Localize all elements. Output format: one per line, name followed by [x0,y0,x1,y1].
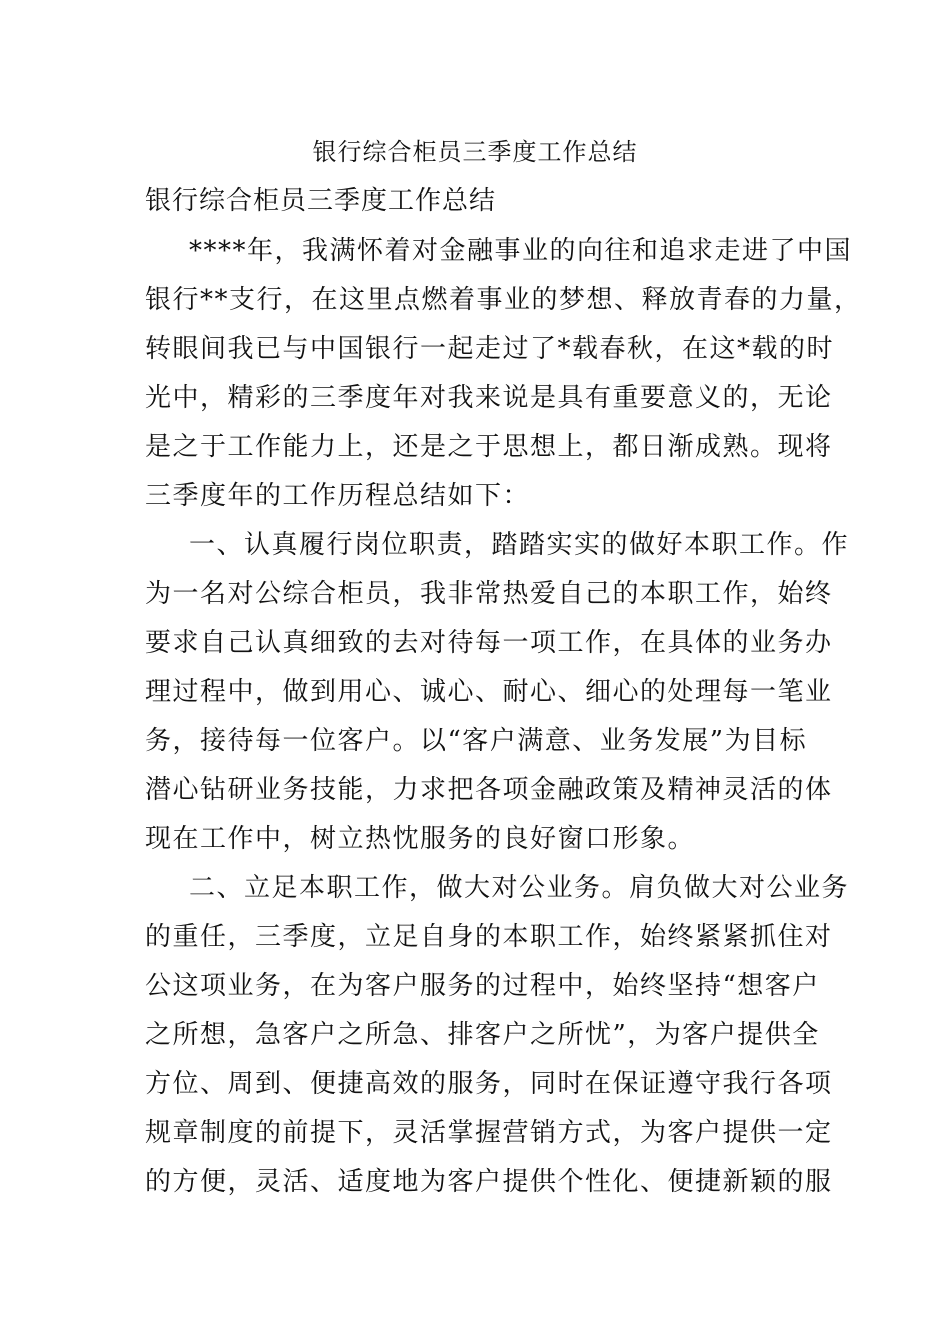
text-line: 是之于工作能力上，还是之于思想上，都日渐成熟。现将 [145,432,833,462]
document-title: 银行综合柜员三季度工作总结 [312,138,638,166]
text-line: 银行**支行，在这里点燃着事业的梦想、释放青春的力量， [145,285,862,315]
text-line: 潜心钻研业务技能，力求把各项金融政策及精神灵活的体 [145,775,833,805]
text-line: 规章制度的前提下，灵活掌握营销方式，为客户提供一定 [145,1118,833,1148]
text-line: 要求自己认真细致的去对待每一项工作，在具体的业务办 [145,628,833,658]
text-line: 理过程中，做到用心、诚心、耐心、细心的处理每一笔业 [145,677,833,707]
text-line: 现在工作中，树立热忱服务的良好窗口形象。 [145,824,696,854]
text-line: 光中，精彩的三季度年对我来说是具有重要意义的，无论 [145,383,833,413]
paragraph-section-one [145,521,850,864]
text-line: 转眼间我已与中国银行一起走过了*载春秋，在这*载的时 [145,334,835,364]
paragraph-intro [145,227,862,521]
text-line: 方位、周到、便捷高效的服务，同时在保证遵守我行各项 [145,1069,833,1099]
paragraph-section-two [145,864,850,1207]
text-line: 务，接待每一位客户。以“客户满意、业务发展”为目标 [145,726,808,756]
document-subtitle: 银行综合柜员三季度工作总结 [145,186,497,216]
document-body [145,227,862,1207]
text-line: 公这项业务，在为客户服务的过程中，始终坚持“想客户 [145,971,820,1001]
text-line: 的重任，三季度，立足自身的本职工作，始终紧紧抓住对 [145,922,833,952]
text-line: 之所想，急客户之所急、排客户之所忧”，为客户提供全 [145,1020,820,1050]
text-line: 的方便，灵活、适度地为客户提供个性化、便捷新颖的服 [145,1167,833,1197]
text-line: 二、立足本职工作，做大对公业务。肩负做大对公业务 [189,873,850,903]
text-line: 一、认真履行岗位职责，踏踏实实的做好本职工作。作 [189,530,850,560]
text-line: 为一名对公综合柜员，我非常热爱自己的本职工作，始终 [145,579,833,609]
text-line: ****年，我满怀着对金融事业的向往和追求走进了中国 [189,236,853,266]
text-line: 三季度年的工作历程总结如下： [145,481,531,511]
